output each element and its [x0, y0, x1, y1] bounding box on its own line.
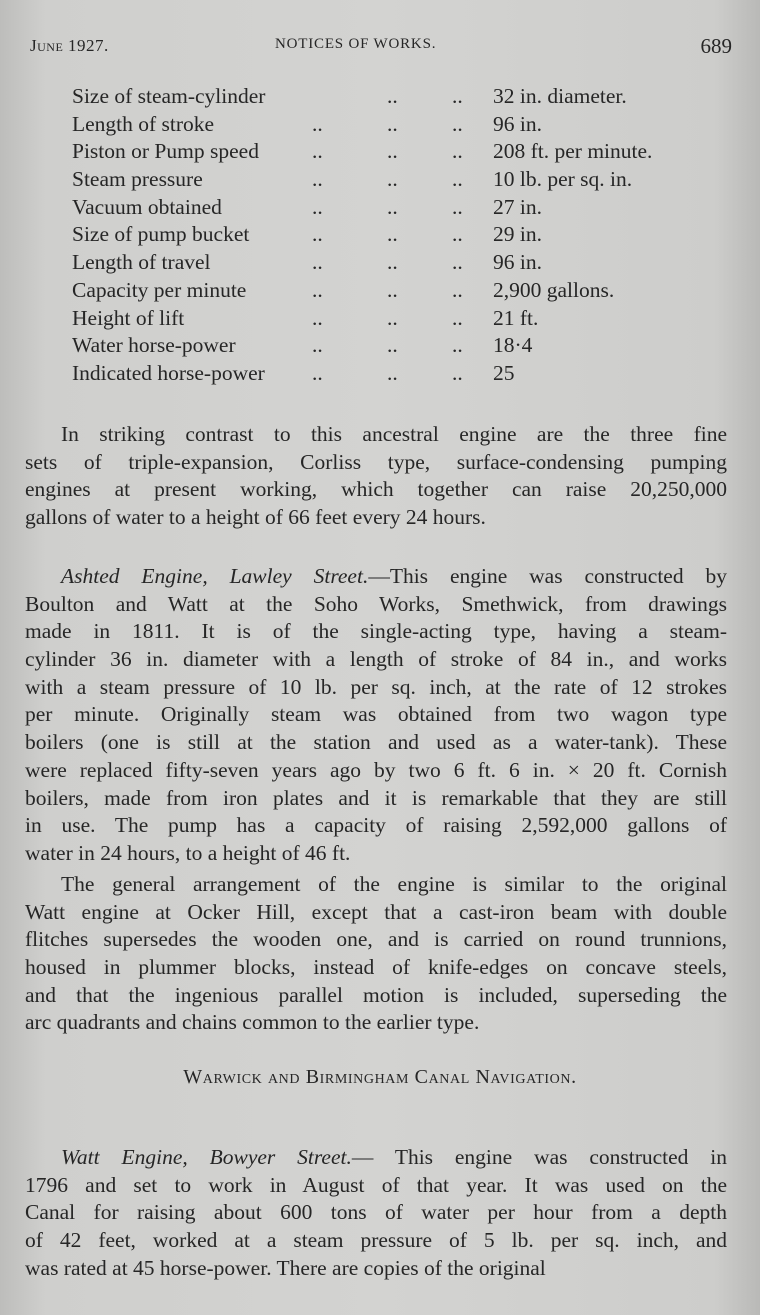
text-line: engines at present working, which together can raise 20,250,000	[25, 477, 727, 502]
leader-dots: ..	[452, 139, 463, 164]
spec-label: Size of steam-cylinder	[72, 84, 266, 108]
text-line: made in 1811. It is of the single-acting type, having a steam-	[25, 619, 727, 644]
leader-dots: ..	[387, 250, 398, 275]
line-text: —This engine was constructed by	[368, 564, 727, 588]
spec-label: Vacuum obtained	[72, 194, 222, 219]
spec-label: Size of pump bucket	[72, 222, 250, 247]
leader-dots: ..	[387, 194, 398, 219]
leader-dots: ..	[452, 167, 463, 192]
leader-dots: ..	[387, 84, 398, 108]
leader-dots: ..	[387, 333, 398, 358]
text-line: flitches supersedes the wooden one, and is carried on round trunnions,	[25, 927, 727, 952]
leader-dots: ..	[387, 222, 398, 247]
spec-value: 25	[493, 360, 515, 385]
text-line: Watt engine at Ocker Hill, except that a cast-iron beam with double	[25, 899, 727, 924]
leader-dots: ..	[312, 167, 323, 192]
text-line	[25, 563, 727, 591]
leader-dots: ..	[312, 250, 323, 275]
spec-value: 32 in. diameter.	[493, 84, 627, 108]
text-line: Canal for raising about 600 tons of water per hour from a depth	[25, 1200, 727, 1225]
leader-dots: ..	[387, 360, 398, 385]
leader-dots: ..	[312, 111, 323, 136]
spec-label: Steam pressure	[72, 167, 203, 192]
leader-dots: ..	[387, 139, 398, 164]
leader-dots: ..	[452, 360, 463, 385]
spec-row	[72, 222, 732, 250]
text-line: arc quadrants and chains common to the earlier type.	[25, 1010, 480, 1035]
leader-dots: ..	[312, 277, 323, 302]
text-line: housed in plummer blocks, instead of knife-edges on concave steels,	[25, 955, 727, 980]
running-head-date: June 1927.	[30, 36, 109, 55]
text-line: sets of triple-expansion, Corliss type, surface-condensing pumping	[25, 449, 727, 474]
spec-value: 29 in.	[493, 222, 542, 247]
text-line: water in 24 hours, to a height of 46 ft.	[25, 840, 351, 865]
text-line: In striking contrast to this ancestral engine are the three fine	[61, 422, 727, 446]
leader-dots: ..	[452, 84, 463, 108]
leader-dots: ..	[312, 139, 323, 164]
text-line: Boulton and Watt at the Soho Works, Smethwick, from drawings	[25, 591, 727, 616]
page-number: 689	[700, 34, 732, 58]
leader-dots: ..	[452, 277, 463, 302]
leader-dots: ..	[452, 111, 463, 136]
leader-dots: ..	[312, 305, 323, 330]
spec-row	[72, 112, 732, 140]
text-line: The general arrangement of the engine is similar to the original	[61, 872, 727, 896]
text-line: per minute. Originally steam was obtained from two wagon type	[25, 702, 727, 727]
text-line: and that the ingenious parallel motion is included, superseding the	[25, 982, 727, 1007]
spec-row	[72, 278, 732, 306]
text-line: gallons of water to a height of 66 feet every 24 hours.	[25, 505, 486, 530]
leader-dots: ..	[387, 305, 398, 330]
spec-label: Indicated horse-power	[72, 360, 265, 385]
leader-dots: ..	[387, 277, 398, 302]
leader-dots: ..	[312, 333, 323, 358]
leader-dots: ..	[452, 333, 463, 358]
spec-label: Height of lift	[72, 305, 185, 330]
spec-row	[72, 333, 732, 361]
spec-row	[72, 84, 732, 112]
spec-row	[72, 139, 732, 167]
spec-value: 18·4	[493, 333, 533, 358]
spec-value: 21 ft.	[493, 305, 539, 330]
spec-row	[72, 250, 732, 278]
text-line: 1796 and set to work in August of that year. It was used on the	[25, 1172, 727, 1197]
text-line	[25, 1144, 727, 1172]
spec-value: 96 in.	[493, 250, 542, 275]
line-text: — This engine was constructed in	[351, 1145, 728, 1169]
section-heading: Warwick and Birmingham Canal Navigation.	[183, 1066, 577, 1088]
spec-label: Length of travel	[72, 250, 211, 275]
spec-value: 96 in.	[493, 111, 542, 136]
leader-dots: ..	[312, 194, 323, 219]
text-line: boilers, made from iron plates and it is remarkable that they are still	[25, 785, 727, 810]
text-line: were replaced fifty-seven years ago by two 6 ft. 6 in. × 20 ft. Cornish	[25, 757, 727, 782]
leader-dots: ..	[387, 167, 398, 192]
text-line: boilers (one is still at the station and used as a water-tank). These	[25, 730, 727, 755]
paragraph-watt-engine	[25, 1144, 727, 1282]
spec-label: Water horse-power	[72, 333, 236, 358]
spec-row	[72, 306, 732, 334]
spec-label: Capacity per minute	[72, 277, 247, 302]
leader-dots: ..	[452, 222, 463, 247]
leader-dots: ..	[452, 194, 463, 219]
italic-title: Ashted Engine, Lawley Street.	[61, 564, 369, 588]
text-line: of 42 feet, worked at a steam pressure of 5 lb. per sq. inch, and	[25, 1228, 727, 1253]
leader-dots: ..	[387, 111, 398, 136]
leader-dots: ..	[312, 222, 323, 247]
text-line: cylinder 36 in. diameter with a length of stroke of 84 in., and works	[25, 647, 727, 672]
paragraph-contrast	[25, 421, 727, 532]
spec-row	[72, 361, 732, 389]
spec-value: 27 in.	[493, 194, 542, 219]
spec-row	[72, 167, 732, 195]
text-line: in use. The pump has a capacity of raising 2,592,000 gallons of	[25, 813, 727, 838]
paragraph-arrangement	[25, 871, 727, 1037]
spec-value: 10 lb. per sq. in.	[493, 167, 633, 192]
italic-title: Watt Engine, Bowyer Street.	[61, 1145, 352, 1169]
text-line: was rated at 45 horse-power. There are copies of the original	[25, 1255, 546, 1280]
engine-spec-table	[72, 84, 732, 389]
paragraph-ashted-engine	[25, 563, 727, 868]
leader-dots: ..	[452, 250, 463, 275]
leader-dots: ..	[312, 360, 323, 385]
spec-value: 208 ft. per minute.	[493, 139, 653, 164]
text-line: with a steam pressure of 10 lb. per sq. inch, at the rate of 12 strokes	[25, 674, 727, 699]
spec-value: 2,900 gallons.	[493, 277, 615, 302]
spec-label: Piston or Pump speed	[72, 139, 259, 164]
spec-label: Length of stroke	[72, 111, 215, 136]
leader-dots: ..	[452, 305, 463, 330]
spec-row	[72, 195, 732, 223]
running-head-title: NOTICES OF WORKS.	[275, 36, 437, 52]
